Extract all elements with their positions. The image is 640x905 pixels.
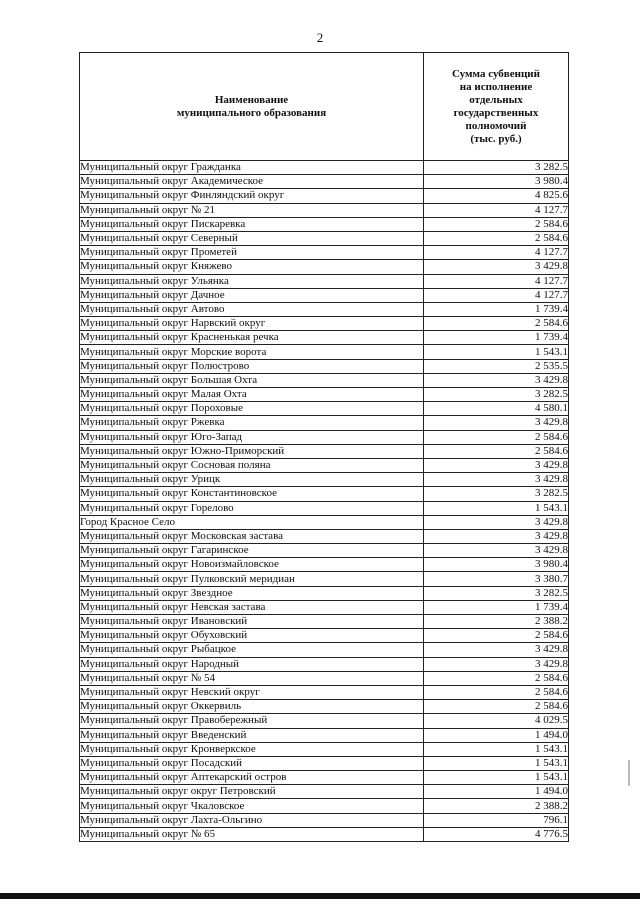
municipality-name-cell: Муниципальный округ Северный xyxy=(80,231,424,245)
municipality-name-cell: Муниципальный округ Финляндский округ xyxy=(80,189,424,203)
subvention-amount-cell: 2 584.6 xyxy=(424,217,569,231)
header-subvention-amount xyxy=(424,53,569,161)
municipality-name-cell: Муниципальный округ Гагаринское xyxy=(80,544,424,558)
header-amount-line: (тыс. руб.) xyxy=(470,132,522,145)
table-row xyxy=(80,260,569,274)
table-row xyxy=(80,487,569,501)
subvention-amount-cell: 796.1 xyxy=(424,813,569,827)
table-header-row xyxy=(80,53,569,161)
subvention-amount-cell: 3 282.5 xyxy=(424,586,569,600)
municipality-name-cell: Муниципальный округ Малая Охта xyxy=(80,388,424,402)
table-row xyxy=(80,288,569,302)
subvention-amount-cell: 4 580.1 xyxy=(424,402,569,416)
table-row xyxy=(80,430,569,444)
table-row xyxy=(80,217,569,231)
subvention-amount-cell: 3 282.5 xyxy=(424,388,569,402)
municipality-name-cell: Муниципальный округ Правобережный xyxy=(80,714,424,728)
municipality-name-cell: Муниципальный округ Академическое xyxy=(80,175,424,189)
subvention-amount-cell: 1 543.1 xyxy=(424,771,569,785)
municipality-name-cell: Муниципальный округ Звездное xyxy=(80,586,424,600)
municipality-name-cell: Муниципальный округ Константиновское xyxy=(80,487,424,501)
subvention-amount-cell: 2 535.5 xyxy=(424,359,569,373)
municipality-name-cell: Муниципальный округ № 54 xyxy=(80,671,424,685)
municipality-name-cell: Муниципальный округ Посадский xyxy=(80,756,424,770)
subvention-amount-cell: 1 739.4 xyxy=(424,600,569,614)
municipality-name-cell: Муниципальный округ Лахта-Ольгино xyxy=(80,813,424,827)
municipality-name-cell: Муниципальный округ округ Петровский xyxy=(80,785,424,799)
table-row xyxy=(80,274,569,288)
subvention-amount-cell: 1 739.4 xyxy=(424,331,569,345)
table-row xyxy=(80,359,569,373)
table-row xyxy=(80,685,569,699)
table-row xyxy=(80,813,569,827)
subvention-amount-cell: 3 429.8 xyxy=(424,260,569,274)
table-row xyxy=(80,657,569,671)
table-row xyxy=(80,600,569,614)
table-row xyxy=(80,402,569,416)
table-row xyxy=(80,771,569,785)
subvention-amount-cell: 4 127.7 xyxy=(424,274,569,288)
subvention-amount-cell: 3 282.5 xyxy=(424,487,569,501)
subvention-amount-cell: 2 584.6 xyxy=(424,685,569,699)
municipality-name-cell: Муниципальный округ Аптекарский остров xyxy=(80,771,424,785)
subvention-amount-cell: 4 127.7 xyxy=(424,288,569,302)
subvention-amount-cell: 1 494.0 xyxy=(424,728,569,742)
table-row xyxy=(80,615,569,629)
table-row xyxy=(80,827,569,841)
header-municipality-name xyxy=(80,53,424,161)
table-row xyxy=(80,671,569,685)
subvention-amount-cell: 1 494.0 xyxy=(424,785,569,799)
table-row xyxy=(80,388,569,402)
bottom-scan-edge xyxy=(0,893,640,899)
subvention-amount-cell: 3 429.8 xyxy=(424,657,569,671)
subvention-amount-cell: 2 584.6 xyxy=(424,430,569,444)
municipality-name-cell: Муниципальный округ Красненькая речка xyxy=(80,331,424,345)
table-row xyxy=(80,515,569,529)
subventions-table xyxy=(79,52,569,842)
table-row xyxy=(80,529,569,543)
table-row xyxy=(80,586,569,600)
municipality-name-cell: Муниципальный округ Народный xyxy=(80,657,424,671)
table-row xyxy=(80,458,569,472)
table-row xyxy=(80,544,569,558)
header-name-line: Наименование xyxy=(214,93,289,106)
table-row xyxy=(80,175,569,189)
municipality-name-cell: Муниципальный округ Обуховский xyxy=(80,629,424,643)
table-row xyxy=(80,756,569,770)
municipality-name-cell: Муниципальный округ Большая Охта xyxy=(80,373,424,387)
table-row xyxy=(80,473,569,487)
subvention-amount-cell: 4 127.7 xyxy=(424,203,569,217)
subvention-amount-cell: 2 388.2 xyxy=(424,615,569,629)
subvention-amount-cell: 2 584.6 xyxy=(424,671,569,685)
header-amount-line: на исполнение xyxy=(459,80,533,93)
municipality-name-cell: Муниципальный округ Оккервиль xyxy=(80,700,424,714)
municipality-name-cell: Муниципальный округ Урицк xyxy=(80,473,424,487)
subvention-amount-cell: 2 584.6 xyxy=(424,317,569,331)
municipality-name-cell: Муниципальный округ Ржевка xyxy=(80,416,424,430)
subvention-amount-cell: 2 584.6 xyxy=(424,231,569,245)
subvention-amount-cell: 3 429.8 xyxy=(424,529,569,543)
municipality-name-cell: Муниципальный округ Прометей xyxy=(80,246,424,260)
header-name-line: муниципального образования xyxy=(176,106,327,119)
subvention-amount-cell: 4 029.5 xyxy=(424,714,569,728)
municipality-name-cell: Муниципальный округ Морские ворота xyxy=(80,345,424,359)
municipality-name-cell: Муниципальный округ Новоизмайловское xyxy=(80,558,424,572)
subvention-amount-cell: 3 380.7 xyxy=(424,572,569,586)
municipality-name-cell: Город Красное Село xyxy=(80,515,424,529)
table-row xyxy=(80,799,569,813)
table-row xyxy=(80,203,569,217)
municipality-name-cell: Муниципальный округ Введенский xyxy=(80,728,424,742)
municipality-name-cell: Муниципальный округ Ивановский xyxy=(80,615,424,629)
subvention-amount-cell: 3 282.5 xyxy=(424,161,569,175)
municipality-name-cell: Муниципальный округ Юго-Запад xyxy=(80,430,424,444)
municipality-name-cell: Муниципальный округ Полюстрово xyxy=(80,359,424,373)
table-row xyxy=(80,317,569,331)
municipality-name-cell: Муниципальный округ Невский округ xyxy=(80,685,424,699)
table-row xyxy=(80,785,569,799)
table-row xyxy=(80,742,569,756)
table-row xyxy=(80,331,569,345)
subvention-amount-cell: 1 543.1 xyxy=(424,742,569,756)
municipality-name-cell: Муниципальный округ Невская застава xyxy=(80,600,424,614)
subvention-amount-cell: 3 429.8 xyxy=(424,473,569,487)
table-row xyxy=(80,558,569,572)
table-row xyxy=(80,700,569,714)
municipality-name-cell: Муниципальный округ Ульянка xyxy=(80,274,424,288)
municipality-name-cell: Муниципальный округ Горелово xyxy=(80,501,424,515)
subvention-amount-cell: 3 429.8 xyxy=(424,416,569,430)
municipality-name-cell: Муниципальный округ Пороховые xyxy=(80,402,424,416)
subvention-amount-cell: 1 543.1 xyxy=(424,501,569,515)
table-row xyxy=(80,444,569,458)
municipality-name-cell: Муниципальный округ Автово xyxy=(80,302,424,316)
subvention-amount-cell: 2 584.6 xyxy=(424,444,569,458)
scan-artifact xyxy=(628,760,630,786)
subvention-amount-cell: 1 543.1 xyxy=(424,756,569,770)
subvention-amount-cell: 4 776.5 xyxy=(424,827,569,841)
subvention-amount-cell: 3 429.8 xyxy=(424,643,569,657)
subvention-amount-cell: 3 429.8 xyxy=(424,373,569,387)
table-row xyxy=(80,345,569,359)
table-row xyxy=(80,629,569,643)
subvention-amount-cell: 3 980.4 xyxy=(424,558,569,572)
municipality-name-cell: Муниципальный округ Московская застава xyxy=(80,529,424,543)
table-row xyxy=(80,572,569,586)
table-row xyxy=(80,501,569,515)
table-row xyxy=(80,246,569,260)
table-row xyxy=(80,728,569,742)
header-amount-line: государственных xyxy=(453,106,539,119)
subvention-amount-cell: 1 739.4 xyxy=(424,302,569,316)
municipality-name-cell: Муниципальный округ Гражданка xyxy=(80,161,424,175)
table-row xyxy=(80,416,569,430)
table-row xyxy=(80,302,569,316)
municipality-name-cell: Муниципальный округ Княжево xyxy=(80,260,424,274)
municipality-name-cell: Муниципальный округ Сосновая поляна xyxy=(80,458,424,472)
subvention-amount-cell: 3 429.8 xyxy=(424,515,569,529)
header-amount-line: полномочий xyxy=(465,119,527,132)
municipality-name-cell: Муниципальный округ Южно-Приморский xyxy=(80,444,424,458)
table-header xyxy=(80,53,569,161)
page-number: 2 xyxy=(316,30,324,45)
table-row xyxy=(80,231,569,245)
subvention-amount-cell: 4 127.7 xyxy=(424,246,569,260)
subvention-amount-cell: 3 980.4 xyxy=(424,175,569,189)
subvention-amount-cell: 2 388.2 xyxy=(424,799,569,813)
municipality-name-cell: Муниципальный округ № 21 xyxy=(80,203,424,217)
municipality-name-cell: Муниципальный округ Кронверкское xyxy=(80,742,424,756)
table-row xyxy=(80,189,569,203)
subvention-amount-cell: 4 825.6 xyxy=(424,189,569,203)
municipality-name-cell: Муниципальный округ № 65 xyxy=(80,827,424,841)
header-amount-line: отдельных xyxy=(469,93,523,106)
table-row xyxy=(80,373,569,387)
subvention-amount-cell: 3 429.8 xyxy=(424,458,569,472)
table-row xyxy=(80,161,569,175)
table-row xyxy=(80,714,569,728)
municipality-name-cell: Муниципальный округ Рыбацкое xyxy=(80,643,424,657)
subvention-amount-cell: 2 584.6 xyxy=(424,629,569,643)
municipality-name-cell: Муниципальный округ Чкаловское xyxy=(80,799,424,813)
header-amount-line: Сумма субвенций xyxy=(452,67,540,80)
subvention-amount-cell: 3 429.8 xyxy=(424,544,569,558)
subvention-amount-cell: 2 584.6 xyxy=(424,700,569,714)
table-body xyxy=(80,161,569,842)
municipality-name-cell: Муниципальный округ Пулковский меридиан xyxy=(80,572,424,586)
table-row xyxy=(80,643,569,657)
municipality-name-cell: Муниципальный округ Нарвский округ xyxy=(80,317,424,331)
subvention-amount-cell: 1 543.1 xyxy=(424,345,569,359)
municipality-name-cell: Муниципальный округ Дачное xyxy=(80,288,424,302)
municipality-name-cell: Муниципальный округ Пискаревка xyxy=(80,217,424,231)
